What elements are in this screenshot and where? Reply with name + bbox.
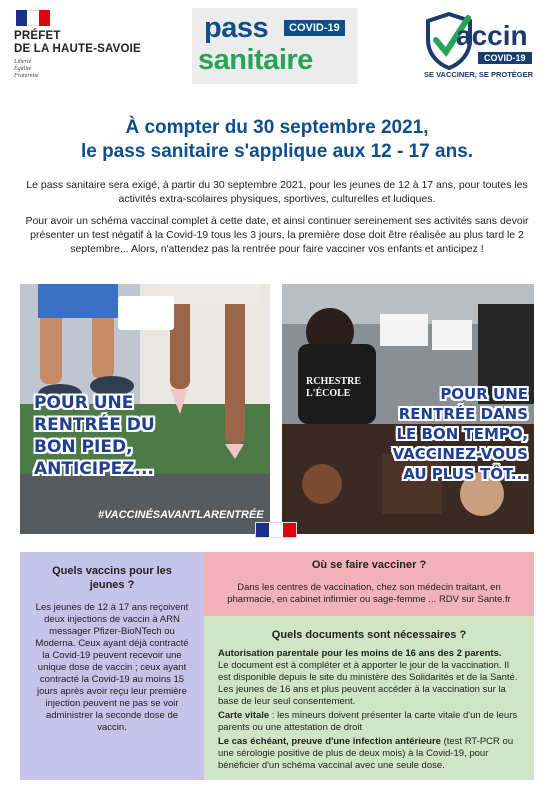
box-body: [204, 648, 534, 772]
covid-badge: COVID-19: [478, 52, 532, 64]
sanitaire-word: sanitaire: [198, 44, 313, 76]
poster-slogan-right: POUR UNE RENTRÉE DANS LE BON TEMPO, VACCINEZ-VOUS AU PLUS TÔT...: [392, 385, 528, 483]
carte-vitale-text: : les mineurs doivent présenter la carte vitale d'un de leurs parents ou une attestation de droit: [218, 710, 518, 733]
box-title: Quels documents sont nécessaires ?: [271, 629, 467, 641]
prefet-logo: [14, 10, 184, 80]
poster-hashtag: #VACCINÉSAVANTLARENTRÉE: [98, 509, 264, 521]
vaccin-word: accin: [456, 20, 528, 51]
vaccin-covid-logo: [420, 8, 546, 88]
marianne-flag-icon: [256, 523, 296, 537]
vaccin-mini-logo: [118, 296, 174, 330]
poster-bon-tempo: [282, 284, 534, 534]
poster-bon-pied: [20, 284, 270, 534]
box-quels-vaccins: [20, 552, 204, 780]
poster-slogan-left: POUR UNE RENTRÉE DU BON PIED, ANTICIPEZ...: [34, 393, 155, 479]
covid-badge: COVID-19: [284, 20, 345, 36]
pass-sanitaire-logo: [192, 8, 358, 84]
vaccin-tagline: SE VACCINER, SE PROTÉGER: [424, 70, 534, 79]
marianne-flag-icon: [16, 10, 50, 26]
infection-proof-heading: Le cas échéant, preuve d'une infection antérieure: [218, 736, 441, 747]
headline: À compter du 30 septembre 2021, le pass sanitaire s'applique aux 12 - 17 ans.: [80, 117, 474, 162]
parental-authorization-heading: Autorisation parentale pour les moins de 16 ans des 2 parents.: [218, 648, 502, 659]
box-title: Où se faire vacciner ?: [311, 559, 427, 571]
republic-motto: Liberté Égalité Fraternité: [14, 59, 39, 79]
box-title: Quels vaccins pour les jeunes ?: [52, 565, 172, 591]
box-body: Dans les centres de vaccination, chez son médecin traitant, en pharmacie, en cabinet infirmier ou sage-femme ... RDV sur Sante.fr: [227, 582, 511, 605]
pass-word: pass: [204, 12, 269, 44]
carte-vitale-heading: Carte vitale: [218, 710, 270, 721]
infection-proof-text: (test RT-PCR ou une sérologie positive de plus de deux mois) à la Covid-19, pour bénéficier d'un schéma vaccinal avec une seule dose.: [218, 736, 514, 771]
box-body: Les jeunes de 12 à 17 ans reçoivent deux injections de vaccin à ARN messager Pfizer-BioNTech ou Moderna. Ceux ayant déjà contracté la Covid-19 peuvent recevoir une unique dose de vaccin ; ceux ayant contracté la Covid-19 au moins 15 jours après avoir reçu leur première injection peuvent ne pas se voir administrer la seconde dose de vaccin.: [35, 602, 189, 733]
prefet-title: PRÉFET DE LA HAUTE-SAVOIE: [14, 30, 141, 55]
box-documents: [204, 616, 534, 780]
intro-paragraph: Le pass sanitaire sera exigé, à partir du 30 septembre 2021, pour les jeunes de 12 à 17 ans, pour toutes les activités extra-scolaires physiques, sportives, culturelles et ludiques.: [26, 179, 528, 205]
shirt-text: RCHESTRE L'ÉCOLE: [306, 376, 362, 399]
intro-paragraph-2: Pour avoir un schéma vaccinal complet à cette date, et ainsi continuer sereinement ses activités sans devoir présenter un test négatif à la Covid-19 tous les 3 jours, la première dose doit être réalisée au plus tard le 2 septembre... Alors, n'attendez pas la rentrée pour faire vacciner vos enfants et anticipez !: [25, 215, 529, 255]
box-ou-vacciner: [204, 552, 534, 616]
parental-authorization-text: Le document est à compléter et à apporter le jour de la vaccination. Il est disponible depuis le site du ministère des Solidarités et de la Santé. Les jeunes de 16 ans et plus peuvent accéder à la vaccination sur la base de leur seul consentement.: [218, 660, 518, 707]
